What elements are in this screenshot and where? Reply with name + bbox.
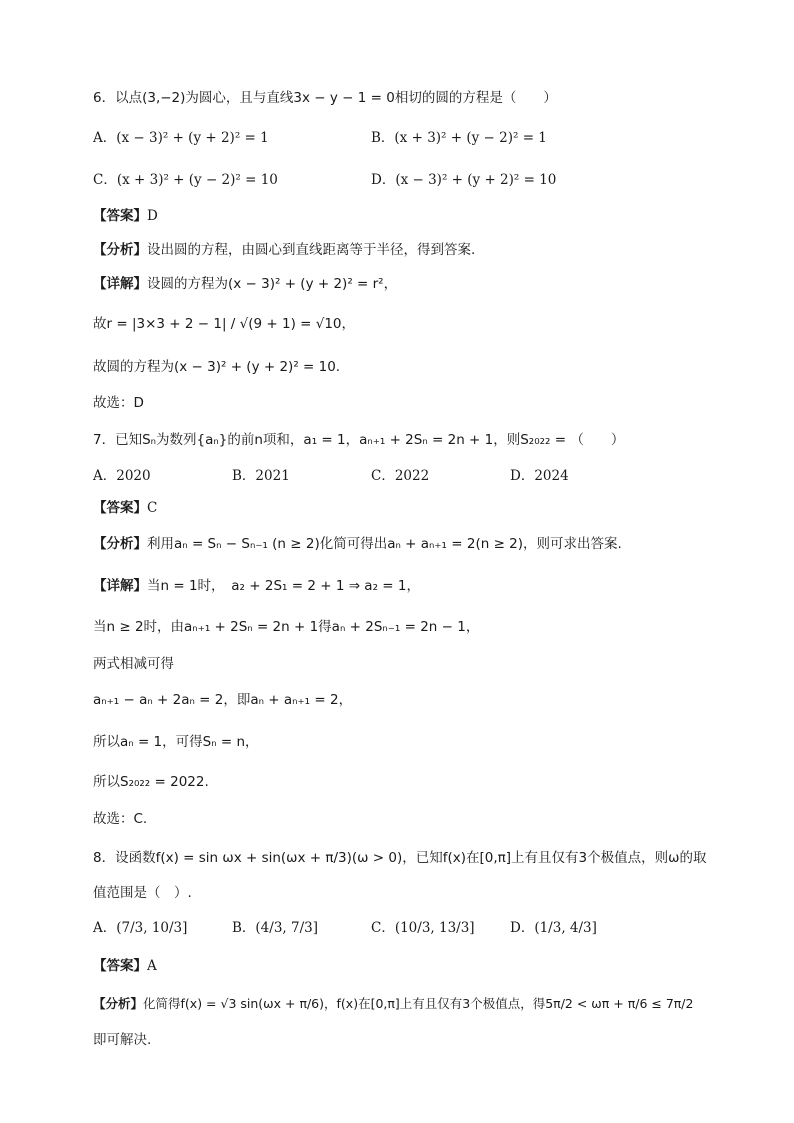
q7-option-c: C．2022 xyxy=(371,468,430,484)
q6-stem: 6．以点(3,−2)为圆心，且与直线3x − y − 1 = 0相切的圆的方程是（ ） xyxy=(93,90,557,106)
q6-choice: 故选：D xyxy=(93,395,144,411)
q7-answer-row xyxy=(93,498,157,518)
q7-option-a: A．2020 xyxy=(93,468,151,484)
q6-option-d: D．(x − 3)² + (y + 2)² = 10 xyxy=(371,172,557,188)
q8-option-a: A．(7/3, 10/3] xyxy=(93,920,188,936)
q6-detail-2: 故r = |3×3 + 2 − 1| / √(9 + 1) = √10， xyxy=(93,316,356,332)
q6-answer-row xyxy=(93,206,158,226)
analysis-tag: 【分析】 xyxy=(93,536,147,552)
q7-analysis-row xyxy=(93,534,622,554)
q8-stem-1: 8．设函数f(x) = sin ωx + sin(ωx + π/3)(ω > 0)，已知f(x)在[0,π]上有且仅有3个极值点，则ω的取 xyxy=(93,850,707,866)
q6-detail-3: 故圆的方程为(x − 3)² + (y + 2)² = 10. xyxy=(93,359,341,375)
q7-option-b: B．2021 xyxy=(232,468,290,484)
q7-detail-6: 所以S₂₀₂₂ = 2022. xyxy=(93,774,209,790)
analysis-tag: 【分析】 xyxy=(93,242,147,258)
q8-analysis-row xyxy=(93,994,693,1014)
answer-tag: 【答案】 xyxy=(93,208,147,224)
q8-analysis-2: 即可解决. xyxy=(93,1032,152,1048)
q6-analysis-row xyxy=(93,240,475,260)
q6-answer: D xyxy=(147,208,158,224)
q7-detail-2: 当n ≥ 2时，由aₙ₊₁ + 2Sₙ = 2n + 1得aₙ + 2Sₙ₋₁ = 2n − 1， xyxy=(93,619,480,635)
q7-detail-3: 两式相减可得 xyxy=(93,656,174,672)
q7-stem: 7．已知Sₙ为数列{aₙ}的前n项和，a₁ = 1，aₙ₊₁ + 2Sₙ = 2n + 1，则S₂₀₂₂ = （ ） xyxy=(93,432,625,448)
q6-detail-1: 设圆的方程为(x − 3)² + (y + 2)² = r²， xyxy=(147,276,398,292)
answer-tag: 【答案】 xyxy=(93,958,147,974)
q7-choice: 故选：C. xyxy=(93,811,148,827)
detail-tag: 【详解】 xyxy=(93,578,147,594)
q7-detail-row xyxy=(93,576,420,596)
q8-answer: A xyxy=(147,958,157,974)
q7-detail-1: 当n = 1时， a₂ + 2S₁ = 2 + 1 ⇒ a₂ = 1， xyxy=(147,578,420,594)
q6-option-a: A．(x − 3)² + (y + 2)² = 1 xyxy=(93,130,269,146)
q7-option-d: D．2024 xyxy=(510,468,569,484)
q7-detail-5: 所以aₙ = 1，可得Sₙ = n， xyxy=(93,734,259,750)
q8-answer-row xyxy=(93,956,157,976)
q6-detail-row xyxy=(93,274,397,294)
q7-detail-4: aₙ₊₁ − aₙ + 2aₙ = 2，即aₙ + aₙ₊₁ = 2， xyxy=(93,692,353,708)
q8-analysis: 化简得f(x) = √3 sin(ωx + π/6)，f(x)在[0,π]上有且仅有3个极值点，得5π/2 < ωπ + π/6 ≤ 7π/2 xyxy=(143,996,694,1011)
q7-answer: C xyxy=(147,500,158,516)
q8-stem-2: 值范围是（ ）. xyxy=(93,885,192,901)
answer-tag: 【答案】 xyxy=(93,500,147,516)
q8-option-b: B．(4/3, 7/3] xyxy=(232,920,318,936)
q6-option-c: C．(x + 3)² + (y − 2)² = 10 xyxy=(93,172,278,188)
analysis-tag: 【分析】 xyxy=(93,996,144,1011)
q6-option-b: B．(x + 3)² + (y − 2)² = 1 xyxy=(371,130,547,146)
q6-analysis: 设出圆的方程，由圆心到直线距离等于半径，得到答案. xyxy=(147,242,476,258)
detail-tag: 【详解】 xyxy=(93,276,147,292)
q7-analysis: 利用aₙ = Sₙ − Sₙ₋₁ (n ≥ 2)化简可得出aₙ + aₙ₊₁ = 2(n ≥ 2)，则可求出答案. xyxy=(147,536,622,552)
q8-option-d: D．(1/3, 4/3] xyxy=(510,920,597,936)
q8-option-c: C．(10/3, 13/3] xyxy=(371,920,475,936)
